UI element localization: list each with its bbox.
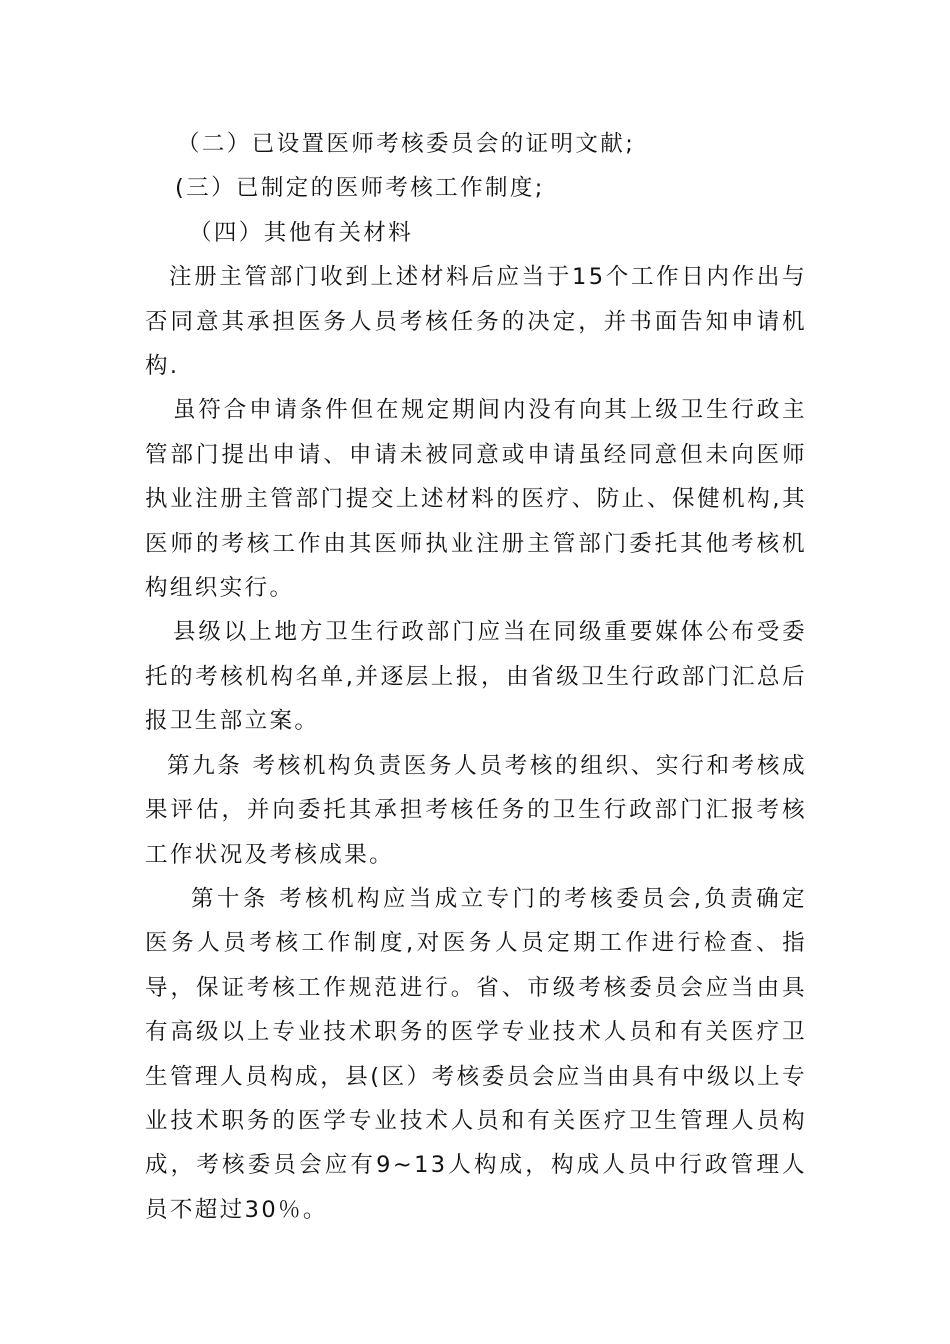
paragraph-item-2: （二）已设置医师考核委员会的证明文献; bbox=[177, 131, 636, 157]
paragraph-article-10: 第十条 考核机构应当成立专门的考核委员会,负责确定医务人员考核工作制度,对医务人员定期工作进行检查、指导，保证考核工作规范进行。省、市级考核委员会应当由具有高级以上专业技术职务的医学专业技术人员和有关医疗卫生管理人员构成，县(区）考核委员会应当由具有中级以上专业技术职务的医学专业技术人员和有关医疗卫生管理人员构成，考核委员会应有9~13人构成，构成人员中行政管理人员不超过30％。 bbox=[145, 885, 807, 1223]
paragraph-publish-list: 县级以上地方卫生行政部门应当在同级重要媒体公布受委托的考核机构名单,并逐层上报，由省级卫生行政部门汇总后报卫生部立案。 bbox=[145, 619, 807, 735]
paragraph-entrusted-assessment: 虽符合申请条件但在规定期间内没有向其上级卫生行政主管部门提出申请、申请未被同意或申请虽经同意但未向医师执业注册主管部门提交上述材料的医疗、防止、保健机构,其医师的考核工作由其医师执业注册主管部门委托其他考核机构组织实行。 bbox=[145, 397, 807, 602]
paragraph-registration-decision: 注册主管部门收到上述材料后应当于15个工作日内作出与否同意其承担医务人员考核任务的决定，并书面告知申请机构. bbox=[145, 264, 807, 380]
paragraph-item-4: （四）其他有关材料 bbox=[189, 219, 414, 246]
paragraph-item-3: (三）已制定的医师考核工作制度; bbox=[175, 175, 545, 202]
paragraph-article-9: 第九条 考核机构负责医务人员考核的组织、实行和考核成果评估，并向委托其承担考核任务的卫生行政部门汇报考核工作状况及考核成果。 bbox=[145, 752, 807, 868]
document-body bbox=[145, 122, 807, 1232]
